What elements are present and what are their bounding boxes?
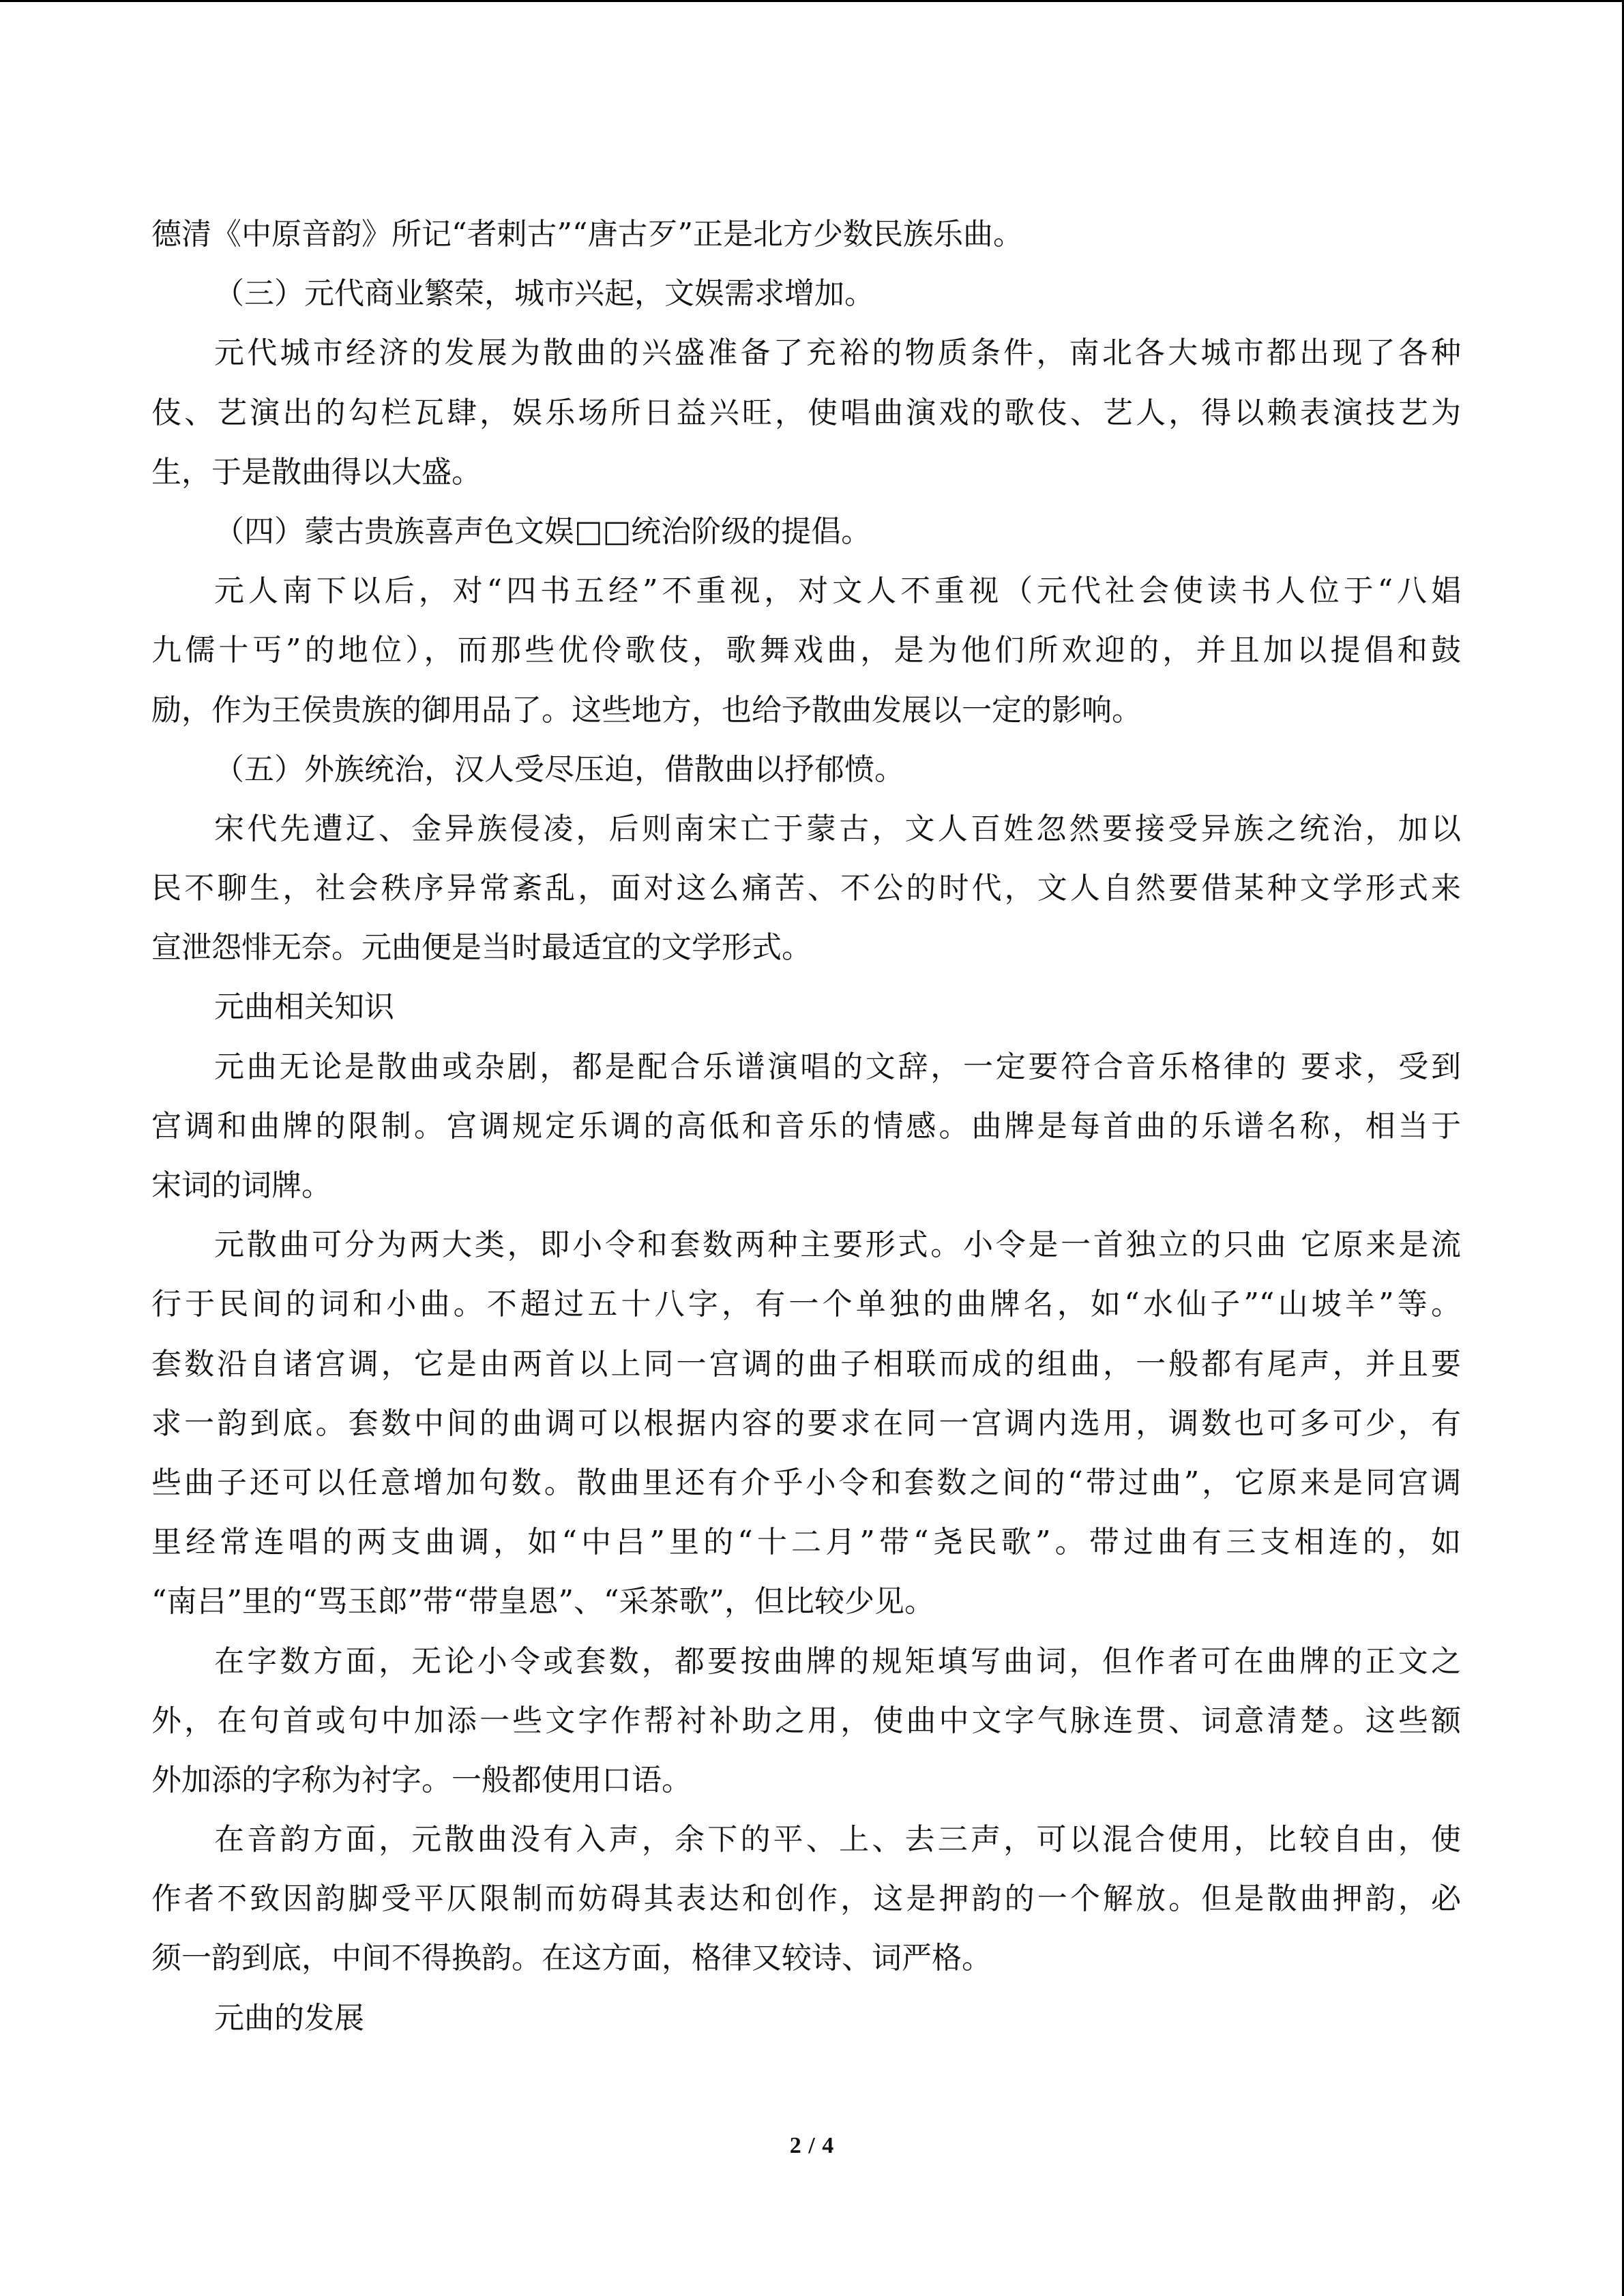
paragraph-line: 求一韵到底。套数中间的曲调可以根据内容的要求在同一宫调内选用，调数也可多可少，有 bbox=[151, 1405, 1461, 1441]
paragraph-line: 在音韵方面，元散曲没有入声，余下的平、上、去三声，可以混合使用，比较自由，使 bbox=[214, 1822, 1461, 1858]
paragraph-line: 宋代先遭辽、金异族侵凌，后则南宋亡于蒙古，文人百姓忽然要接受异族之统治，加以 bbox=[214, 811, 1461, 846]
section-heading-5: （五）外族统治，汉人受尽压迫，借散曲以抒郁愤。 bbox=[214, 751, 904, 787]
section-heading-4: （四）蒙古贵族喜声色文娱□□统治阶级的提倡。 bbox=[214, 513, 872, 549]
paragraph-line: 在字数方面，无论小令或套数，都要按曲牌的规矩填写曲词，但作者可在曲牌的正文之 bbox=[214, 1643, 1461, 1679]
paragraph-line: “南吕”里的“骂玉郎”带“带皇恩”、“采茶歌”，但比较少见。 bbox=[151, 1584, 934, 1620]
paragraph-line: 作者不致因韵脚受平仄限制而妨碍其表达和创作，这是押韵的一个解放。但是散曲押韵，必 bbox=[151, 1881, 1461, 1917]
paragraph-line: 生，于是散曲得以大盛。 bbox=[151, 454, 482, 490]
document-body bbox=[151, 205, 1461, 2048]
paragraph-line: 些曲子还可以任意增加句数。散曲里还有介乎小令和套数之间的“带过曲”，它原来是同宫调 bbox=[151, 1465, 1461, 1500]
paragraph-line: 套数沿自诸宫调，它是由两首以上同一宫调的曲子相联而成的组曲，一般都有尾声，并且要 bbox=[151, 1346, 1461, 1382]
paragraph-line: 九儒十丐”的地位），而那些优伶歌伎，歌舞戏曲，是为他们所欢迎的，并且加以提倡和鼓 bbox=[151, 633, 1461, 668]
section-title-knowledge: 元曲相关知识 bbox=[214, 989, 394, 1025]
paragraph-line: 元人南下以后，对“四书五经”不重视，对文人不重视（元代社会使读书人位于“八娼 bbox=[214, 573, 1461, 609]
paragraph-line: 须一韵到底，中间不得换韵。在这方面，格律又较诗、词严格。 bbox=[151, 1941, 992, 1976]
paragraph-line: 元散曲可分为两大类，即小令和套数两种主要形式。小令是一首独立的只曲 它原来是流 bbox=[214, 1227, 1461, 1263]
paragraph-line: 宣泄怨悱无奈。元曲便是当时最适宜的文学形式。 bbox=[151, 930, 812, 966]
paragraph-line: 宋词的词牌。 bbox=[151, 1168, 331, 1203]
paragraph-line: 德清《中原音韵》所记“者剌古”“唐古歹”正是北方少数民族乐曲。 bbox=[151, 217, 1023, 252]
paragraph-line: 伎、艺演出的勾栏瓦肆，娱乐场所日益兴旺，使唱曲演戏的歌伎、艺人，得以赖表演技艺为 bbox=[151, 395, 1461, 430]
paragraph-line: 元曲无论是散曲或杂剧，都是配合乐谱演唱的文辞，一定要符合音乐格律的 要求，受到 bbox=[214, 1049, 1461, 1084]
paragraph-line: 外加添的字称为衬字。一般都使用口语。 bbox=[151, 1762, 692, 1798]
page-number: 2 / 4 bbox=[789, 2133, 835, 2158]
paragraph-line: 宫调和曲牌的限制。宫调规定乐调的高低和音乐的情感。曲牌是每首曲的乐谱名称，相当于 bbox=[151, 1108, 1461, 1144]
paragraph-line: 外，在句首或句中加添一些文字作帮衬补助之用，使曲中文字气脉连贯、词意清楚。这些额 bbox=[151, 1703, 1461, 1738]
page-top-border bbox=[0, 0, 1624, 2]
paragraph-line: 里经常连唱的两支曲调，如“中吕”里的“十二月”带“尧民歌”。带过曲有三支相连的，如 bbox=[151, 1525, 1461, 1560]
section-title-development: 元曲的发展 bbox=[214, 2000, 364, 2036]
paragraph-line: 励，作为王侯贵族的御用品了。这些地方，也给予散曲发展以一定的影响。 bbox=[151, 692, 1142, 728]
paragraph-line: 民不聊生，社会秩序异常紊乱，面对这么痛苦、不公的时代，文人自然要借某种文学形式来 bbox=[151, 871, 1461, 906]
section-heading-3: （三）元代商业繁荣，城市兴起，文娱需求增加。 bbox=[214, 276, 874, 312]
paragraph-line: 元代城市经济的发展为散曲的兴盛准备了充裕的物质条件，南北各大城市都出现了各种 bbox=[214, 336, 1461, 371]
paragraph-line: 行于民间的词和小曲。不超过五十八字，有一个单独的曲牌名，如“水仙子”“山坡羊”等。 bbox=[151, 1287, 1461, 1322]
